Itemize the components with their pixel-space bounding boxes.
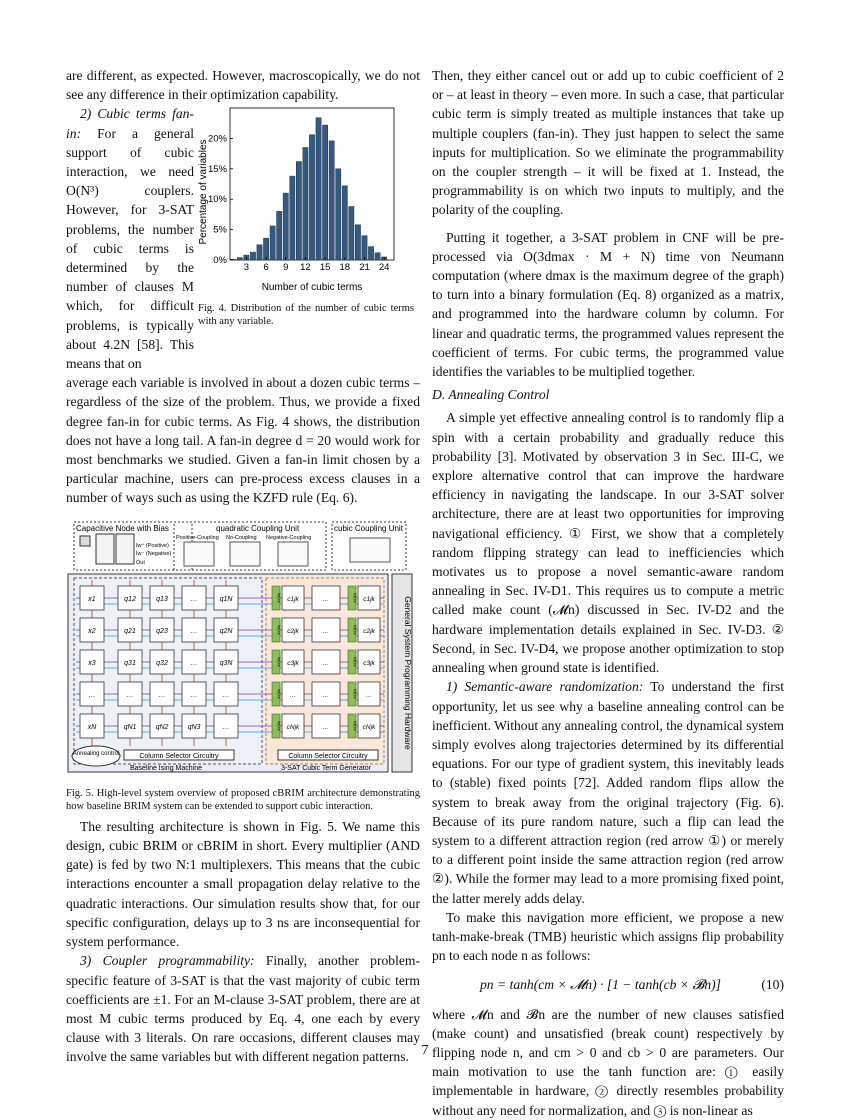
coupler-cell-label: x2 — [88, 627, 96, 635]
y-tick-label: 0% — [213, 255, 227, 267]
coupler-cell-label: q31 — [124, 659, 136, 667]
x-tick-label: 6 — [263, 262, 269, 274]
cubic-coupler-label: … — [289, 691, 297, 699]
histogram-bar — [283, 194, 288, 261]
cubic-coupler-label: c2jk — [287, 627, 299, 635]
subsection-heading: 2) Cubic terms fan-in: — [66, 106, 194, 141]
cubic-coupler-label: c3jk — [363, 659, 375, 667]
y-tick-label: 15% — [207, 164, 227, 176]
y-tick-label: 5% — [213, 225, 227, 237]
histogram-bar — [329, 141, 334, 260]
histogram-bar — [342, 186, 347, 260]
equation-body: pn = tanh(cm × 𝓜n) · [1 − tanh(cb × 𝓑n)] — [480, 977, 721, 993]
coupler-cell-label: … — [190, 659, 198, 667]
histogram-bar — [296, 162, 301, 260]
paragraph: Then, they either cancel out or add up to cubic coefficient of 2 or – at least in theory – even more. In such a case, that particular cubic term is simply treated as multiple instances that take up multiple couplers (fan-in). They just happen to select the same inputs for multiplication. So we eliminate the programmability on the coupler strength – it will be fixed at 1. Instead, the programmability is on which two inputs to multiply, and the polarity of the coupling. — [432, 68, 784, 218]
paragraph-text: For a general support of cubic interaction, we need O(N³) couplers. However, for 3-SAT problems, the number of cubic terms is determined by the number of clauses M which, for difficult problems, is typically about 4.2N [58]. This means that on — [66, 125, 194, 372]
page-number: 7 — [421, 1043, 429, 1058]
baseline-label: Baseline Ising Machine — [130, 764, 202, 772]
capacitor-icon — [80, 536, 90, 546]
x-tick-label: 12 — [300, 262, 311, 274]
coupler-cell-label: q2N — [219, 627, 233, 635]
coupler-cell-label: x3 — [88, 659, 96, 667]
coupler-cell-label: xN — [87, 723, 97, 731]
histogram-bar — [349, 207, 354, 261]
paragraph: are different, as expected. However, macroscopically, we do not see any difference in their optimization capability. — [66, 68, 420, 103]
coupler-cell-label: x1 — [88, 595, 96, 603]
cubic-coupler-label: … — [322, 723, 330, 731]
coupler-icon — [184, 542, 214, 566]
coupler-cell-label: qN2 — [155, 723, 169, 731]
mux-label: MUX — [276, 688, 282, 699]
histogram-bar — [375, 253, 380, 260]
fig4-histogram — [194, 104, 420, 294]
x-tick-label: 21 — [359, 262, 370, 274]
section-heading: D. Annealing Control — [432, 387, 550, 403]
quadratic-unit-title: quadratic Coupling Unit — [216, 523, 300, 533]
coupler-cell-label: q13 — [156, 595, 168, 603]
fan-in-paragraph — [66, 104, 194, 373]
iw-negative-label: Iw⁻ (Negative) — [136, 550, 172, 557]
cubic-coupler-label: … — [322, 691, 330, 699]
equation-number: (10) — [761, 977, 784, 993]
coupler-cell-label: … — [190, 691, 198, 699]
cubic-coupler-label: … — [322, 595, 330, 603]
histogram-bar — [368, 247, 373, 260]
fig5-diagram — [66, 520, 420, 782]
paragraph: A simple yet effective annealing control is to randomly flip a spin with a certain probability and gradually reduce this probability [3]. Motivated by observation 3 in Sec. III-C, we explore alternative control that can improve the hardware efficiency in navigating the landscape. In our 3-SAT solver architecture, there are at least two opportunities for improving navigational efficiency. ① First, we show that a completely random flipping strategy can lead to inefficiencies which motivates us to propose a novel semantic-aware random annealing in Sec. IV-D1. This requires us to compute a metric called make count (𝓜n) discussed in Sec. IV-D2 and the hardware implementation details explained in Sec. IV-D3. ② Second, in Sec. IV-D4, we propose another optimization to stop annealing when ground state is identified. — [432, 410, 784, 676]
mux-label: MUX — [276, 592, 282, 603]
cubic-coupler-label: … — [322, 659, 330, 667]
coupler-cell-label: q3N — [219, 659, 233, 667]
iw-positive-label: Iw⁺ (Positive) — [136, 542, 169, 549]
x-tick-label: 15 — [319, 262, 331, 274]
cubic-coupler-label: cNjk — [286, 723, 300, 731]
coupler-cell-label: q1N — [219, 595, 233, 603]
histogram-bar — [270, 226, 275, 260]
histogram-bar — [355, 225, 360, 260]
coupler-cell-label: q23 — [156, 627, 168, 635]
x-tick-label: 18 — [339, 262, 351, 274]
out-label: Out — [136, 559, 145, 566]
y-tick-label: 10% — [207, 194, 227, 206]
coupler-icon — [278, 542, 308, 566]
bias-circuit-icon — [116, 534, 134, 564]
paragraph-text: Finally, another problem-specific feature of 3-SAT is that the vast majority of cubic term coefficients are ±1. For an M-clause 3-SAT problem, there are at most M cubic terms produced by Eq. 4, one each by every clause with 3 literals. On rare occasions, different clauses may involve the same variables but with different negation patterns. — [66, 953, 420, 1065]
histogram-bar — [316, 118, 321, 260]
equation-10 — [432, 975, 784, 994]
subsection-heading: 1) Semantic-aware randomization: — [446, 679, 644, 695]
negative-coupling-label: Negative-Coupling — [266, 534, 312, 541]
left-column — [66, 66, 420, 1067]
right-column — [432, 66, 784, 1120]
coupler-cell-label: q21 — [124, 627, 136, 635]
mux-label: MUX — [276, 656, 282, 667]
x-tick-label: 3 — [243, 262, 250, 274]
coupler-cell-label: … — [222, 723, 230, 731]
coupler-cell-label: … — [222, 691, 230, 699]
coupler-icon — [230, 542, 260, 566]
mux-label: MUX — [352, 624, 358, 635]
programming-hardware-label: General System Programming Hardware — [403, 595, 413, 750]
cubic-generator-label: 3-SAT Cubic Term Generator — [281, 764, 371, 772]
cubic-coupler-label: c1jk — [287, 595, 299, 603]
and-gate-icon — [350, 538, 390, 562]
coupler-cell-label: … — [190, 595, 198, 603]
mux-label: MUX — [276, 624, 282, 635]
histogram-bar — [237, 258, 242, 260]
mux-label: MUX — [276, 720, 282, 731]
paragraph-text: To understand the first opportunity, let us see why a baseline annealing control can be inefficient. Without any annealing control, the dynamical system simply evolves along trajectories determined by its differential equations. For our type of gradient system, this inevitably leads to (stable) fixed points [72]. Added random flips allow the system to break away from the original trajectory (Fig. 6). Because of its pure random nature, such a flip can lead the system to a different attraction region (red arrow ①) or merely to a different point inside the same attraction region (red arrow ②). While the former may lead to a more promising fixed point, the latter merely adds delay. — [432, 679, 785, 906]
coupler-cell-label: … — [158, 691, 166, 699]
histogram-bar — [303, 148, 308, 260]
annealing-control-label: Annealing control — [72, 750, 120, 757]
figure-5 — [66, 520, 420, 813]
fig5-caption: Fig. 5. High-level system overview of proposed cBRIM architecture demonstrating how baseline BRIM system can be extended to support cubic interaction. — [66, 787, 420, 812]
fig4-wrap — [66, 104, 420, 373]
mux-label: MUX — [352, 592, 358, 603]
y-tick-label: 20% — [207, 133, 227, 145]
column-selector-label: Column Selector Circuitry — [288, 752, 368, 760]
paragraph — [432, 677, 784, 907]
capacitive-node-title: Capacitive Node with Bias — [76, 523, 169, 533]
histogram-bar — [277, 212, 282, 261]
cubic-unit-title: cubic Coupling Unit — [334, 523, 403, 533]
histogram-bar — [290, 177, 295, 261]
histogram-bar — [263, 239, 268, 261]
coupler-cell-label: qN3 — [187, 723, 201, 731]
paragraph: average each variable is involved in about a dozen cubic terms – regardless of the size of the problem. Thus, we provide a fixed degree fan-in for cubic terms. As Fig. 4 shows, the distribution does not have a long tail. A fan-in degree d = 20 would work for most benchmarks we studied. Given a fan-in limit chosen by a particular machine, users can pre-process excess clauses in a number of ways such as using the KZFD rule (Eq. 6). — [66, 375, 420, 506]
bias-circuit-icon — [96, 534, 114, 564]
histogram-bar — [250, 253, 255, 261]
mux-label: MUX — [352, 656, 358, 667]
figure-4 — [194, 104, 420, 373]
x-axis-label: Number of cubic terms — [261, 282, 363, 294]
mux-label: MUX — [352, 720, 358, 731]
positive-coupling-label: Positive-Coupling — [176, 534, 219, 541]
cubic-coupler-label: c3jk — [287, 659, 299, 667]
paragraph: Putting it together, a 3-SAT problem in CNF will be pre-processed via O(3dmax · M + N) time von Neumann computation (where dmax is the maximum degree of the graph) to turn into a binary formulation (Eq. 8) organized as a matrix, and programmed into the hardware column by column. For linear and quadratic terms, the programmed values represent the coefficient of terms. For cubic terms, the programmed value identifies the variables to be multiplied together. — [432, 229, 784, 380]
column-selector-label: Column Selector Circuitry — [139, 752, 219, 760]
coupler-cell-label: q32 — [156, 659, 168, 667]
y-axis-label: Percentage of variables — [198, 139, 209, 245]
no-coupling-label: No-Coupling — [226, 534, 257, 541]
cubic-coupler-label: c1jk — [363, 595, 375, 603]
histogram-bar — [322, 125, 327, 260]
subsection-heading: 3) Coupler programmability: — [80, 953, 255, 969]
x-tick-label: 24 — [378, 262, 390, 274]
cubic-coupler-label: … — [322, 627, 330, 635]
x-tick-label: 9 — [283, 262, 289, 274]
fig4-caption: Fig. 4. Distribution of the number of cubic terms with any variable. — [198, 302, 414, 327]
coupler-cell-label: … — [190, 627, 198, 635]
histogram-bar — [362, 236, 367, 260]
histogram-bar — [257, 245, 262, 260]
cubic-coupler-label: … — [365, 691, 373, 699]
mux-label: MUX — [352, 688, 358, 699]
coupler-cell-label: … — [88, 691, 96, 699]
coupler-cell-label: q12 — [124, 595, 136, 603]
coupler-cell-label: qN1 — [123, 723, 137, 731]
coupler-cell-label: … — [126, 691, 134, 699]
histogram-bar — [336, 169, 341, 260]
paragraph: The resulting architecture is shown in Fig. 5. We name this design, cubic BRIM or cBRIM in short. Every multiplier (AND gate) is fed by two N:1 multiplexers. This means that the cubic interactions encounter a small propagation delay relative to the quadratic interactions. Our simulation results show that, for our specific configuration, delays up to 3 ns are inconsequential for system performance. — [66, 818, 420, 950]
paragraph: To make this navigation more efficient, we propose a new tanh-make-break (TMB) heuristic which assigns flip probability pn to each node n as follows: — [432, 909, 784, 964]
cubic-coupler-label: cNjk — [362, 723, 376, 731]
paragraph: where 𝓜n and 𝓑n are the number of new clauses satisfied (make count) and unsatisfied (break count) respectively by flipping node n, and cm > 0 and cb > 0 are parameters. Our main motivation to use the tanh function are: ① easily implementable in hardware, ② directly resembles probability without any need for normalization, and ③ is non-linear as — [432, 1006, 784, 1118]
histogram-bar — [309, 135, 314, 260]
cubic-coupler-label: c2jk — [363, 627, 375, 635]
